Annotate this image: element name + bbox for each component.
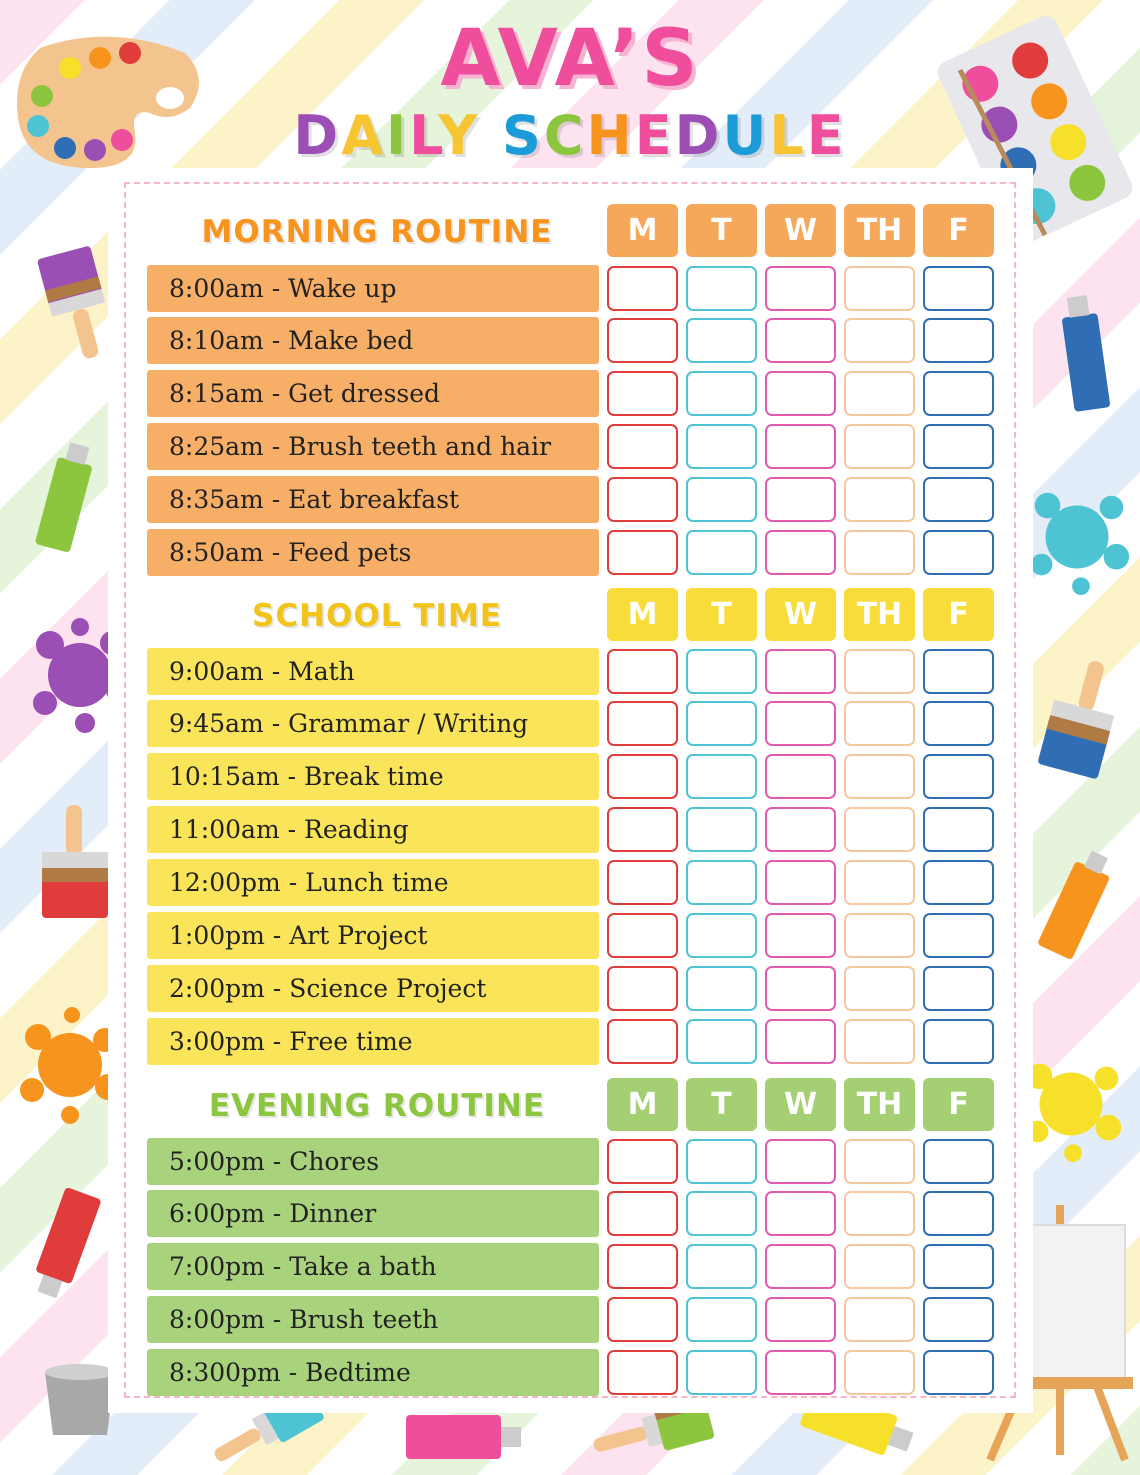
checkbox-t[interactable] <box>686 1019 757 1064</box>
checkbox-m[interactable] <box>607 807 678 852</box>
checkbox-m[interactable] <box>607 1297 678 1342</box>
task-label: 11:00am - Reading <box>147 806 599 853</box>
checkbox-th[interactable] <box>844 1297 915 1342</box>
checkbox-w[interactable] <box>765 318 836 363</box>
task-label: 8:35am - Eat breakfast <box>147 476 599 523</box>
section-title: MORNING ROUTINE <box>201 214 553 250</box>
task-label: 8:50am - Feed pets <box>147 529 599 576</box>
task-label: 8:25am - Brush teeth and hair <box>147 423 599 470</box>
checkbox-th[interactable] <box>844 1139 915 1184</box>
paint-tube-icon <box>20 1180 110 1310</box>
checkbox-m[interactable] <box>607 860 678 905</box>
checkbox-m[interactable] <box>607 754 678 799</box>
checkbox-m[interactable] <box>607 1191 678 1236</box>
checkbox-th[interactable] <box>844 701 915 746</box>
checkbox-t[interactable] <box>686 1350 757 1395</box>
page-subtitle <box>0 104 1140 167</box>
checkbox-m[interactable] <box>607 649 678 694</box>
task-label: 8:00am - Wake up <box>147 265 599 312</box>
checkbox-f[interactable] <box>923 371 994 416</box>
checkbox-w[interactable] <box>765 1019 836 1064</box>
subtitle-letter <box>480 104 502 167</box>
checkbox-f[interactable] <box>923 860 994 905</box>
task-label: 1:00pm - Art Project <box>147 912 599 959</box>
task-label: 8:300pm - Bedtime <box>147 1349 599 1396</box>
checkbox-th[interactable] <box>844 754 915 799</box>
checkbox-w[interactable] <box>765 266 836 311</box>
checkbox-m[interactable] <box>607 1019 678 1064</box>
checkbox-w[interactable] <box>765 1244 836 1289</box>
subtitle-letter: Y <box>438 104 481 167</box>
day-header-th: TH <box>844 588 915 641</box>
checkbox-w[interactable] <box>765 1139 836 1184</box>
checkbox-w[interactable] <box>765 860 836 905</box>
subtitle-letter: D <box>674 104 723 167</box>
checkbox-th[interactable] <box>844 424 915 469</box>
subtitle-letter: L <box>769 104 807 167</box>
paint-splat-icon <box>1018 478 1136 596</box>
checkbox-t[interactable] <box>686 477 757 522</box>
checkbox-t[interactable] <box>686 807 757 852</box>
task-label: 2:00pm - Science Project <box>147 965 599 1012</box>
checkbox-th[interactable] <box>844 318 915 363</box>
section-title: SCHOOL TIME <box>252 598 502 634</box>
checkbox-t[interactable] <box>686 1244 757 1289</box>
checkbox-w[interactable] <box>765 424 836 469</box>
checkbox-f[interactable] <box>923 477 994 522</box>
checkbox-w[interactable] <box>765 701 836 746</box>
checkbox-f[interactable] <box>923 1297 994 1342</box>
checkbox-f[interactable] <box>923 701 994 746</box>
subtitle-letter: I <box>385 104 410 167</box>
checkbox-m[interactable] <box>607 424 678 469</box>
checkbox-w[interactable] <box>765 807 836 852</box>
checkbox-w[interactable] <box>765 754 836 799</box>
day-header-m: M <box>607 588 678 641</box>
task-label: 7:00pm - Take a bath <box>147 1243 599 1290</box>
checkbox-m[interactable] <box>607 1244 678 1289</box>
checkbox-t[interactable] <box>686 318 757 363</box>
checkbox-th[interactable] <box>844 477 915 522</box>
day-header-f: F <box>923 1078 994 1131</box>
checkbox-m[interactable] <box>607 530 678 575</box>
checkbox-th[interactable] <box>844 860 915 905</box>
checkbox-w[interactable] <box>765 1191 836 1236</box>
checkbox-m[interactable] <box>607 318 678 363</box>
checkbox-t[interactable] <box>686 1191 757 1236</box>
subtitle-letter: L <box>409 104 439 167</box>
task-label: 6:00pm - Dinner <box>147 1190 599 1237</box>
checkbox-m[interactable] <box>607 477 678 522</box>
checkbox-th[interactable] <box>844 266 915 311</box>
checkbox-w[interactable] <box>765 1297 836 1342</box>
day-header-t: T <box>686 1078 757 1131</box>
checkbox-th[interactable] <box>844 1019 915 1064</box>
checkbox-th[interactable] <box>844 371 915 416</box>
checkbox-th[interactable] <box>844 1350 915 1395</box>
checkbox-t[interactable] <box>686 1297 757 1342</box>
day-header-w: W <box>765 1078 836 1131</box>
checkbox-t[interactable] <box>686 1139 757 1184</box>
task-label: 8:10am - Make bed <box>147 317 599 364</box>
checkbox-w[interactable] <box>765 966 836 1011</box>
subtitle-letter: E <box>806 104 847 167</box>
paint-tube-icon <box>1045 290 1125 420</box>
checkbox-t[interactable] <box>686 266 757 311</box>
checkbox-th[interactable] <box>844 913 915 958</box>
checkbox-m[interactable] <box>607 966 678 1011</box>
checkbox-f[interactable] <box>923 1139 994 1184</box>
section-title: EVENING ROUTINE <box>208 1088 546 1124</box>
checkbox-th[interactable] <box>844 966 915 1011</box>
task-label: 5:00pm - Chores <box>147 1138 599 1185</box>
day-header-t: T <box>686 204 757 257</box>
checkbox-t[interactable] <box>686 966 757 1011</box>
checkbox-m[interactable] <box>607 1139 678 1184</box>
page-title: AVA’S <box>440 14 700 104</box>
checkbox-f[interactable] <box>923 1350 994 1395</box>
checkbox-w[interactable] <box>765 913 836 958</box>
checkbox-t[interactable] <box>686 701 757 746</box>
task-label: 8:00pm - Brush teeth <box>147 1296 599 1343</box>
checkbox-m[interactable] <box>607 1350 678 1395</box>
task-label: 9:00am - Math <box>147 648 599 695</box>
task-label: 8:15am - Get dressed <box>147 370 599 417</box>
checkbox-f[interactable] <box>923 807 994 852</box>
day-header-m: M <box>607 1078 678 1131</box>
checkbox-f[interactable] <box>923 424 994 469</box>
task-label: 9:45am - Grammar / Writing <box>147 700 599 747</box>
task-label: 3:00pm - Free time <box>147 1018 599 1065</box>
checkbox-f[interactable] <box>923 1019 994 1064</box>
checkbox-th[interactable] <box>844 649 915 694</box>
subtitle-letter: U <box>722 104 770 167</box>
task-label: 12:00pm - Lunch time <box>147 859 599 906</box>
checkbox-th[interactable] <box>844 530 915 575</box>
subtitle-letter: S <box>502 104 544 167</box>
paint-tube-icon <box>1025 845 1125 975</box>
paintbrush-icon <box>30 800 120 925</box>
subtitle-letter: E <box>634 104 675 167</box>
subtitle-letter: A <box>341 104 386 167</box>
checkbox-m[interactable] <box>607 701 678 746</box>
checkbox-f[interactable] <box>923 318 994 363</box>
paint-tube-icon <box>25 435 105 565</box>
checkbox-t[interactable] <box>686 913 757 958</box>
checkbox-m[interactable] <box>607 266 678 311</box>
checkbox-t[interactable] <box>686 860 757 905</box>
paint-tube-icon <box>400 1405 530 1475</box>
checkbox-m[interactable] <box>607 913 678 958</box>
checkbox-t[interactable] <box>686 424 757 469</box>
day-header-t: T <box>686 588 757 641</box>
day-header-m: M <box>607 204 678 257</box>
checkbox-t[interactable] <box>686 754 757 799</box>
checkbox-t[interactable] <box>686 371 757 416</box>
day-header-th: TH <box>844 204 915 257</box>
checkbox-m[interactable] <box>607 371 678 416</box>
checkbox-f[interactable] <box>923 266 994 311</box>
checkbox-f[interactable] <box>923 754 994 799</box>
paintbrush-icon <box>1030 655 1130 785</box>
checkbox-th[interactable] <box>844 807 915 852</box>
checkbox-t[interactable] <box>686 530 757 575</box>
day-header-f: F <box>923 204 994 257</box>
subtitle-letter: C <box>543 104 587 167</box>
subtitle-letter: H <box>586 104 635 167</box>
checkbox-th[interactable] <box>844 1191 915 1236</box>
task-label: 10:15am - Break time <box>147 753 599 800</box>
checkbox-f[interactable] <box>923 966 994 1011</box>
day-header-th: TH <box>844 1078 915 1131</box>
checkbox-f[interactable] <box>923 1191 994 1236</box>
checkbox-w[interactable] <box>765 530 836 575</box>
checkbox-w[interactable] <box>765 1350 836 1395</box>
checkbox-f[interactable] <box>923 530 994 575</box>
checkbox-f[interactable] <box>923 1244 994 1289</box>
checkbox-w[interactable] <box>765 371 836 416</box>
checkbox-f[interactable] <box>923 649 994 694</box>
checkbox-f[interactable] <box>923 913 994 958</box>
day-header-w: W <box>765 204 836 257</box>
checkbox-w[interactable] <box>765 649 836 694</box>
checkbox-t[interactable] <box>686 649 757 694</box>
checkbox-w[interactable] <box>765 477 836 522</box>
subtitle-letter: D <box>293 104 342 167</box>
day-header-f: F <box>923 588 994 641</box>
checkbox-th[interactable] <box>844 1244 915 1289</box>
day-header-w: W <box>765 588 836 641</box>
